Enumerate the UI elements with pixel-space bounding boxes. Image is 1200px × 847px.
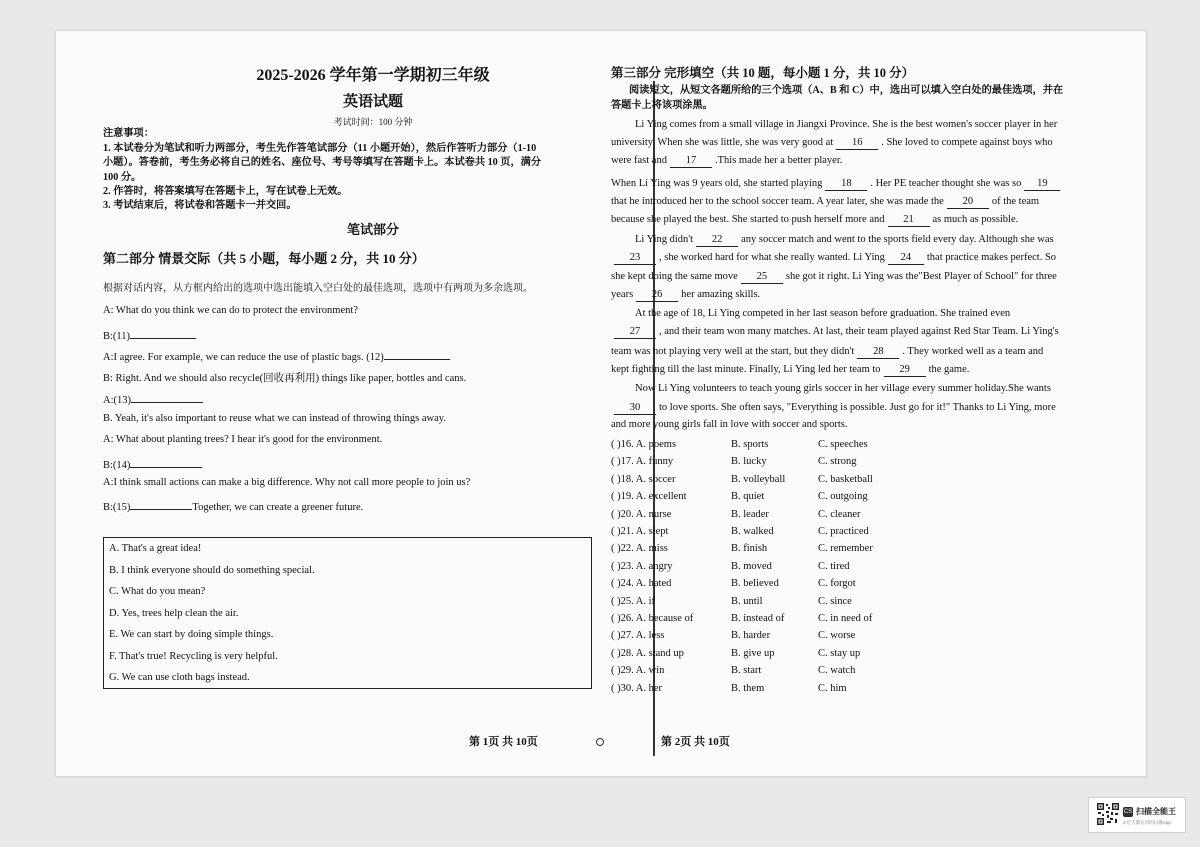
cloze-blank[interactable]: 29 [884,364,926,377]
choice-option-c: C. strong [818,456,857,468]
choice-option-c: C. cleaner [818,508,861,520]
choice-option-a: ( )26. A. because of [611,613,694,624]
choice-option-c: C. remember [818,543,873,555]
cloze-blank[interactable]: 27 [614,326,656,339]
dialogue-line: B:(11) [103,327,643,342]
choice-row[interactable] [611,683,911,697]
cloze-blank[interactable]: 26 [636,289,678,302]
choice-option-a: ( )29. A. win [611,665,665,677]
passage-text: At the age of 18, Li Ying competed in her last season before graduation. She trained even [635,308,1011,319]
choice-option-c: C. him [818,682,847,694]
passage-text: . She loved to compete against boys who [881,137,1053,148]
choice-option-a: ( )25. A. if [611,595,656,607]
choice-row[interactable] [611,439,911,453]
passage-text: she kept doing the same move [611,271,738,282]
passage-text: , and their team won many matches. At last, their team played against Red Star Team. Li Ying's [659,326,1059,337]
choice-row[interactable] [611,630,911,644]
answer-blank[interactable] [131,391,203,403]
choice-row[interactable] [611,474,911,488]
part2-instruction: 根据对话内容，从方框内给出的选项中选出能填入空白处的最佳选项，选项中有两项为多余选项。 [103,283,533,294]
part3-heading: 第三部分 完形填空（共 10 题，每小题 1 分，共 10 分） [611,66,915,80]
cloze-blank[interactable]: 24 [888,252,924,265]
passage-line [611,252,1101,265]
part2-heading: 第二部分 情景交际（共 5 小题，每小题 2 分，共 10 分） [103,251,425,266]
passage-line [611,234,1125,247]
choice-option-b: B. moved [731,560,772,572]
choice-row[interactable] [611,526,911,540]
choice-option-c: C. basketball [818,473,873,485]
notes-item: 3. 考试结束后，将试卷和答题卡一并交回。 [103,200,297,212]
choice-option-b: B. finish [731,543,768,555]
choice-option-c: C. outgoing [818,491,868,503]
qr-code-icon [1096,802,1120,826]
passage-line [611,346,1101,359]
cloze-blank[interactable]: 28 [857,346,899,359]
part3-instruction-line: 答题卡上将该项涂黑。 [611,100,713,111]
passage-text: her amazing skills. [681,289,761,300]
choice-row[interactable] [611,491,911,505]
exam-sheet [55,30,1147,777]
choice-option-b: B. sports [731,439,769,450]
choice-option-a: ( )18. A. soccer [611,473,676,485]
choice-option-c: C. tired [818,560,850,572]
passage-line [611,402,1101,415]
dialogue-line: B:(15) Together, we can create a greener future. [103,498,643,513]
choice-option-a: ( )16. A. poems [611,439,677,450]
notes-item: 1. 本试卷分为笔试和听力两部分，考生先作答笔试部分（11 小题开始），然后作答听力部分（1-10 [103,143,537,155]
passage-text: that he introduced her to the school soccer team. A year later, she was made the [611,196,944,207]
choice-option-b: B. walked [731,526,774,537]
passage-text: as much as possible. [932,214,1019,225]
exam-time: 考试时间：100 分钟 [333,117,413,127]
choice-option-c: C. speeches [818,439,868,450]
passage-line [611,289,1101,302]
dialogue-line: A: What do you think we can do to protect the environment? [103,305,358,316]
passage-text: . Her PE teacher thought she was so [870,178,1022,189]
answer-blank[interactable] [130,456,202,468]
cloze-blank[interactable]: 18 [825,178,867,191]
passage-line [611,137,1101,150]
binding-hole-icon [596,738,604,746]
option-item: F. That's true! Recycling is very helpful. [109,651,278,662]
dialogue-line: B:(14) [103,456,643,471]
option-item: C. What do you mean? [109,586,206,597]
passage-text: , she worked hard for what she really wanted. Li Ying [659,252,885,263]
choice-option-b: B. quiet [731,491,765,503]
answer-blank[interactable] [130,498,192,510]
cloze-blank[interactable]: 19 [1024,178,1060,191]
passage-line [611,364,1101,377]
passage-text: team was not playing very well at the start, but they didn't [611,346,855,357]
answer-blank[interactable] [384,348,450,360]
choice-option-c: C. worse [818,630,856,642]
cloze-blank[interactable]: 23 [614,252,656,265]
watermark-tagline: 3 亿人都在用的扫描App [1123,820,1171,825]
passage-line [611,383,1125,394]
choice-option-a: ( )28. A. stand up [611,647,684,659]
dialogue-line: A:(13) [103,391,643,406]
dialogue-line: A:I think small actions can make a big difference. Why not call more people to join us? [103,477,471,488]
choice-option-b: B. leader [731,508,769,520]
choice-option-b: B. instead of [731,613,785,624]
options-box [103,537,592,689]
page-number-left: 第 1页 共 10页 [469,736,538,748]
part3-instruction-line: 阅读短文，从短文各题所给的三个选项（A、B 和 C）中，选出可以填入空白处的最佳选项，并在 [629,85,1064,96]
choice-row[interactable] [611,613,911,627]
passage-text: any soccer match and went to the sports field every day. Although she was [741,234,1054,245]
choice-option-c: C. since [818,595,852,607]
written-section-heading: 笔试部分 [346,222,399,237]
option-item: E. We can start by doing simple things. [109,629,274,640]
choice-option-a: ( )22. A. miss [611,543,668,555]
passage-text: . They worked well as a team and [902,346,1044,357]
choice-row[interactable] [611,665,911,679]
scanner-watermark [1088,797,1186,833]
passage-line [611,119,1125,130]
choice-option-a: ( )24. A. hated [611,578,672,590]
notes-header: 注意事项： [103,128,154,139]
choice-option-c: C. stay up [818,647,861,659]
notes-item: 2. 作答时，将答案填写在答题卡上，写在试卷上无效。 [103,185,348,197]
choice-row[interactable] [611,596,911,610]
cloze-blank[interactable]: 20 [947,196,989,209]
exam-subject: 英语试题 [342,94,403,110]
dialogue-line: B: Right. And we should also recycle(回收再利用) things like paper, bottles and cans. [103,373,467,384]
passage-line [611,308,1125,319]
notes-block [103,127,633,213]
choice-option-b: B. start [731,665,762,677]
watermark-app-name: 扫描全能王 [1136,807,1176,816]
passage-line [611,196,1101,209]
answer-blank[interactable] [130,327,196,339]
passage-line [611,271,1101,284]
passage-text: Now Li Ying volunteers to teach young girls soccer in her village every summer holiday.She wants [635,383,1051,394]
passage-text: university. When she was little, she was very good at [611,137,834,148]
passage-text: because she played the best. She started to push herself more and [611,214,885,225]
passage-line [611,214,1101,227]
cloze-blank[interactable]: 25 [741,271,783,284]
option-item: A. That's a great idea! [109,543,202,554]
choice-row[interactable] [611,456,911,470]
passage-text: kept fighting till the last minute. Finally, Li Ying led her team to [611,364,881,375]
choice-option-a: ( )17. A. funny [611,456,674,468]
choice-option-a: ( )23. A. angry [611,560,673,572]
dialogue-line: B. Yeah, it's also important to reuse what we can instead of throwing things away. [103,413,446,424]
passage-text: were fast and [611,155,667,166]
cloze-blank[interactable]: 21 [888,214,930,227]
passage-text: to love sports. She often says, "Everything is possible. Just go for it!" Thanks to Li Ying, more [659,402,1056,413]
page-number-right: 第 2页 共 10页 [661,736,730,748]
part3-instruction [611,83,1101,113]
choice-option-b: B. volleyball [731,473,786,485]
passage-text: that practice makes perfect. So [926,252,1057,263]
dialogue-line: A: What about planting trees? I hear it's good for the environment. [103,434,383,445]
choice-option-a: ( )27. A. less [611,630,665,642]
passage-line [611,178,1101,191]
camscanner-logo-icon: CS [1123,809,1133,815]
choice-option-b: B. them [731,682,765,694]
choice-option-a: ( )21. A. slept [611,526,669,537]
option-item: D. Yes, trees help clean the air. [109,608,239,619]
choice-option-c: C. in need of [818,613,873,624]
cloze-blank[interactable]: 16 [836,137,878,150]
choice-option-c: C. forgot [818,578,856,590]
passage-text: years [611,289,634,300]
passage-text: and more young girls fall in love with soccer and sports. [611,419,848,430]
choice-row[interactable] [611,578,911,592]
passage-text: Li Ying comes from a small village in Jiangxi Province. She is the best women's soccer player in her [635,119,1058,130]
passage-text: she got it right. Li Ying was the"Best Player of School" for three [785,271,1057,282]
cloze-blank[interactable]: 22 [696,234,738,247]
passage-line [611,419,1101,430]
choice-row[interactable] [611,543,911,557]
passage-text: of the team [991,196,1040,207]
exam-title: 2025-2026 学年第一学期初三年级 [256,67,490,84]
choice-option-a: ( )20. A. nurse [611,508,672,520]
choice-option-b: B. believed [731,578,779,590]
choice-option-b: B. lucky [731,456,767,468]
choice-option-b: B. harder [731,630,771,642]
choice-option-b: B. until [731,595,763,607]
passage-line [611,326,1101,339]
notes-item: 100 分。 [103,171,142,183]
dialogue-line: A:I agree. For example, we can reduce the use of plastic bags. (12) [103,348,643,363]
passage-text: .This made her a better player. [714,155,843,166]
passage-text: When Li Ying was 9 years old, she started playing [611,178,823,189]
choice-option-c: C. watch [818,665,856,677]
passage-text: Li Ying didn't [635,234,694,245]
option-item: G. We can use cloth bags instead. [109,672,250,683]
cloze-blank[interactable]: 30 [614,402,656,415]
choice-option-c: C. practiced [818,526,869,537]
choice-row[interactable] [611,509,911,523]
choice-option-b: B. give up [731,647,775,659]
choice-row[interactable] [611,648,911,662]
notes-item: 小题）。答卷前，考生务必将自己的姓名、座位号、考号等填写在答题卡上。本试卷共 10 页，满分 [103,157,542,169]
passage-text: the game. [928,364,970,375]
choice-option-a: ( )30. A. her [611,682,663,694]
option-item: B. I think everyone should do something special. [109,565,315,576]
choice-row[interactable] [611,561,911,575]
cloze-blank[interactable]: 17 [670,155,712,168]
choice-option-a: ( )19. A. excellent [611,491,687,503]
passage-line [611,155,1101,168]
